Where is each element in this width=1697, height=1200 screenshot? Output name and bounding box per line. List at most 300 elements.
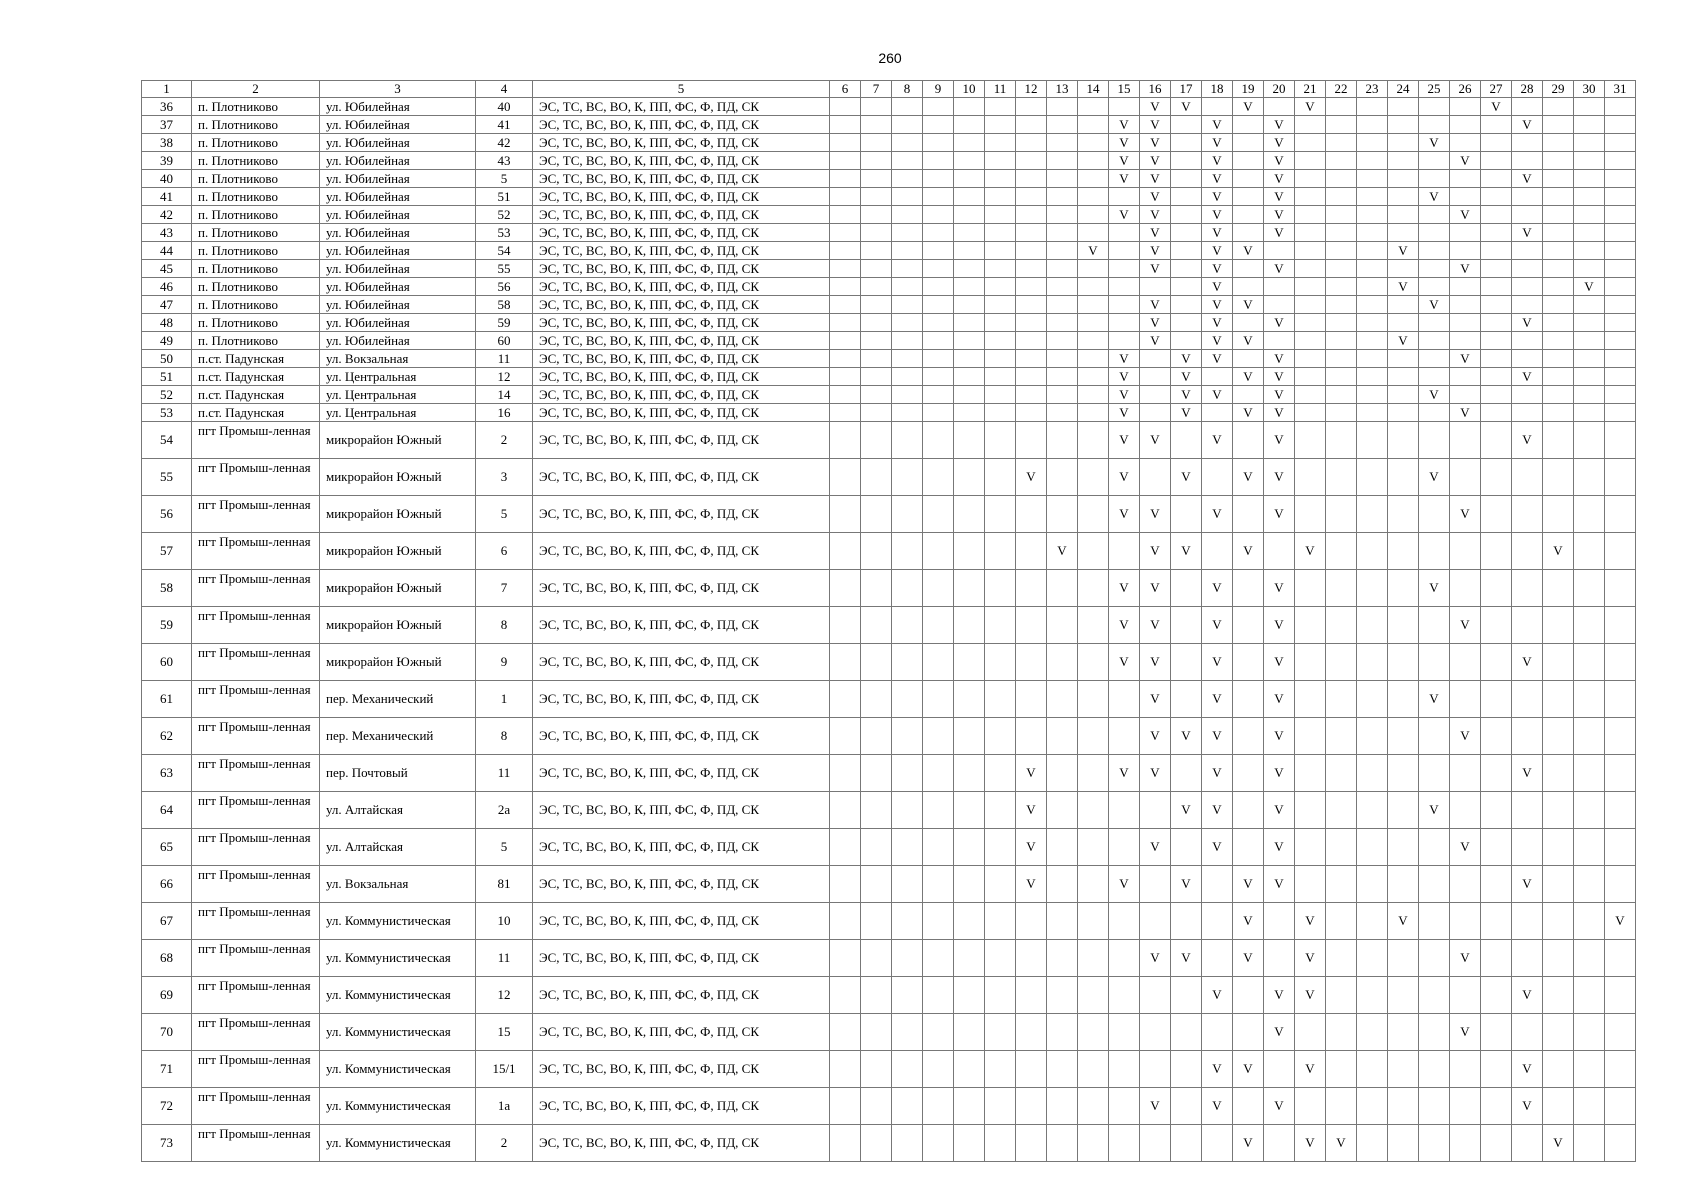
cell-empty-col-11 [985,224,1016,242]
cell-empty-col-12 [1016,188,1047,206]
cell-mark-col-18: V [1202,718,1233,755]
cell-empty-col-29 [1543,1051,1574,1088]
cell-empty-col-21 [1295,260,1326,278]
cell-empty-col-11 [985,1051,1016,1088]
cell-empty-col-6 [830,718,861,755]
cell-empty-col-30 [1574,1014,1605,1051]
cell-empty-col-24 [1388,459,1419,496]
cell-street: микрорайон Южный [320,496,476,533]
cell-empty-col-27 [1481,903,1512,940]
cell-settlement: пгт Промыш-ленная [192,1014,320,1051]
cell-row-number: 72 [142,1088,192,1125]
cell-empty-col-27 [1481,350,1512,368]
cell-empty-col-19 [1233,644,1264,681]
cell-empty-col-21 [1295,1014,1326,1051]
cell-street: пер. Механический [320,681,476,718]
cell-empty-col-15 [1109,903,1140,940]
cell-empty-col-13 [1047,755,1078,792]
cell-mark-col-28: V [1512,422,1543,459]
cell-mark-col-20: V [1264,260,1295,278]
cell-settlement: пгт Промыш-ленная [192,755,320,792]
cell-house-number: 40 [476,98,533,116]
cell-mark-col-20: V [1264,681,1295,718]
cell-empty-col-31 [1605,98,1636,116]
cell-empty-col-19 [1233,224,1264,242]
cell-empty-col-21 [1295,681,1326,718]
cell-empty-col-12 [1016,1088,1047,1125]
cell-mark-col-16: V [1140,755,1171,792]
cell-mark-col-20: V [1264,866,1295,903]
cell-street: микрорайон Южный [320,607,476,644]
cell-empty-col-12 [1016,718,1047,755]
cell-empty-col-8 [892,404,923,422]
header-col-8: 8 [892,81,923,98]
cell-mark-col-16: V [1140,242,1171,260]
cell-empty-col-17 [1171,607,1202,644]
cell-mark-col-19: V [1233,242,1264,260]
cell-empty-col-14 [1078,681,1109,718]
cell-empty-col-30 [1574,1088,1605,1125]
cell-house-number: 12 [476,368,533,386]
cell-empty-col-31 [1605,570,1636,607]
cell-empty-col-21 [1295,792,1326,829]
table-row [142,496,1636,533]
cell-empty-col-7 [861,903,892,940]
cell-empty-col-8 [892,296,923,314]
cell-empty-col-12 [1016,1125,1047,1162]
cell-empty-col-8 [892,755,923,792]
cell-empty-col-6 [830,386,861,404]
cell-empty-col-6 [830,755,861,792]
cell-empty-col-30 [1574,224,1605,242]
cell-empty-col-30 [1574,1051,1605,1088]
cell-empty-col-12 [1016,278,1047,296]
cell-empty-col-15 [1109,296,1140,314]
cell-house-number: 2 [476,1125,533,1162]
cell-mark-col-18: V [1202,260,1233,278]
cell-house-number: 55 [476,260,533,278]
cell-empty-col-29 [1543,718,1574,755]
cell-mark-col-24: V [1388,242,1419,260]
cell-empty-col-29 [1543,260,1574,278]
cell-empty-col-17 [1171,1125,1202,1162]
cell-street: ул. Коммунистическая [320,903,476,940]
cell-empty-col-27 [1481,866,1512,903]
cell-empty-col-31 [1605,368,1636,386]
page-number: 260 [878,50,902,66]
cell-empty-col-11 [985,278,1016,296]
cell-empty-col-26 [1450,386,1481,404]
cell-settlement: п. Плотниково [192,134,320,152]
cell-empty-col-24 [1388,1088,1419,1125]
cell-mark-col-17: V [1171,533,1202,570]
cell-empty-col-12 [1016,98,1047,116]
cell-empty-col-27 [1481,278,1512,296]
cell-empty-col-8 [892,278,923,296]
cell-empty-col-14 [1078,260,1109,278]
cell-empty-col-13 [1047,278,1078,296]
cell-mark-col-18: V [1202,755,1233,792]
cell-empty-col-21 [1295,644,1326,681]
cell-empty-col-27 [1481,116,1512,134]
cell-mark-col-18: V [1202,116,1233,134]
cell-row-number: 59 [142,607,192,644]
cell-street: пер. Почтовый [320,755,476,792]
table-header [142,81,1636,98]
cell-empty-col-14 [1078,607,1109,644]
cell-empty-col-22 [1326,1014,1357,1051]
cell-street: ул. Юбилейная [320,152,476,170]
cell-empty-col-7 [861,792,892,829]
cell-empty-col-21 [1295,332,1326,350]
cell-services: ЭС, ТС, ВС, ВО, К, ПП, ФС, Ф, ПД, СК [533,718,830,755]
cell-empty-col-22 [1326,98,1357,116]
cell-empty-col-22 [1326,278,1357,296]
table-row [142,866,1636,903]
header-col-7: 7 [861,81,892,98]
cell-empty-col-13 [1047,903,1078,940]
cell-empty-col-19 [1233,260,1264,278]
cell-empty-col-26 [1450,866,1481,903]
cell-empty-col-17 [1171,977,1202,1014]
cell-empty-col-30 [1574,404,1605,422]
cell-empty-col-22 [1326,404,1357,422]
cell-empty-col-17 [1171,829,1202,866]
cell-empty-col-23 [1357,386,1388,404]
cell-empty-col-13 [1047,386,1078,404]
cell-empty-col-10 [954,188,985,206]
table-row [142,188,1636,206]
cell-mark-col-16: V [1140,1088,1171,1125]
cell-empty-col-31 [1605,1088,1636,1125]
cell-mark-col-19: V [1233,1125,1264,1162]
cell-empty-col-23 [1357,350,1388,368]
cell-empty-col-26 [1450,170,1481,188]
cell-mark-col-16: V [1140,134,1171,152]
cell-services: ЭС, ТС, ВС, ВО, К, ПП, ФС, Ф, ПД, СК [533,260,830,278]
cell-mark-col-18: V [1202,188,1233,206]
cell-row-number: 70 [142,1014,192,1051]
cell-empty-col-13 [1047,496,1078,533]
cell-empty-col-19 [1233,134,1264,152]
cell-empty-col-25 [1419,116,1450,134]
cell-empty-col-29 [1543,977,1574,1014]
cell-settlement: пгт Промыш-ленная [192,607,320,644]
cell-mark-col-28: V [1512,170,1543,188]
cell-mark-col-16: V [1140,332,1171,350]
cell-empty-col-11 [985,152,1016,170]
cell-settlement: пгт Промыш-ленная [192,681,320,718]
cell-empty-col-29 [1543,152,1574,170]
cell-empty-col-24 [1388,570,1419,607]
cell-settlement: п. Плотниково [192,152,320,170]
cell-mark-col-12: V [1016,755,1047,792]
cell-empty-col-8 [892,866,923,903]
cell-settlement: пгт Промыш-ленная [192,496,320,533]
cell-empty-col-6 [830,570,861,607]
cell-empty-col-12 [1016,170,1047,188]
cell-empty-col-24 [1388,977,1419,1014]
cell-empty-col-21 [1295,116,1326,134]
cell-mark-col-17: V [1171,718,1202,755]
cell-empty-col-14 [1078,386,1109,404]
cell-row-number: 64 [142,792,192,829]
cell-empty-col-20 [1264,278,1295,296]
cell-empty-col-31 [1605,718,1636,755]
cell-empty-col-16 [1140,278,1171,296]
cell-empty-col-13 [1047,1051,1078,1088]
cell-mark-col-20: V [1264,152,1295,170]
cell-empty-col-24 [1388,350,1419,368]
cell-mark-col-20: V [1264,755,1295,792]
cell-empty-col-23 [1357,134,1388,152]
cell-empty-col-7 [861,1088,892,1125]
cell-mark-col-15: V [1109,459,1140,496]
cell-street: ул. Коммунистическая [320,940,476,977]
cell-empty-col-14 [1078,533,1109,570]
cell-empty-col-29 [1543,98,1574,116]
table-row [142,570,1636,607]
cell-empty-col-7 [861,496,892,533]
cell-mark-col-21: V [1295,977,1326,1014]
cell-mark-col-18: V [1202,570,1233,607]
header-col-22: 22 [1326,81,1357,98]
cell-services: ЭС, ТС, ВС, ВО, К, ПП, ФС, Ф, ПД, СК [533,1014,830,1051]
cell-empty-col-8 [892,242,923,260]
cell-row-number: 51 [142,368,192,386]
header-col-20: 20 [1264,81,1295,98]
cell-empty-col-19 [1233,681,1264,718]
cell-empty-col-13 [1047,644,1078,681]
cell-mark-col-21: V [1295,940,1326,977]
cell-mark-col-15: V [1109,496,1140,533]
cell-empty-col-8 [892,977,923,1014]
cell-mark-col-15: V [1109,755,1140,792]
cell-mark-col-20: V [1264,422,1295,459]
cell-empty-col-16 [1140,1125,1171,1162]
cell-empty-col-9 [923,368,954,386]
cell-empty-col-23 [1357,224,1388,242]
table-row [142,903,1636,940]
cell-row-number: 71 [142,1051,192,1088]
cell-empty-col-6 [830,496,861,533]
cell-empty-col-15 [1109,977,1140,1014]
cell-empty-col-27 [1481,570,1512,607]
cell-empty-col-6 [830,533,861,570]
cell-empty-col-27 [1481,206,1512,224]
cell-empty-col-30 [1574,570,1605,607]
cell-mark-col-16: V [1140,570,1171,607]
cell-empty-col-26 [1450,533,1481,570]
cell-empty-col-8 [892,350,923,368]
cell-street: ул. Центральная [320,368,476,386]
cell-house-number: 1а [476,1088,533,1125]
cell-empty-col-23 [1357,206,1388,224]
cell-empty-col-7 [861,332,892,350]
cell-empty-col-30 [1574,368,1605,386]
cell-empty-col-11 [985,792,1016,829]
cell-empty-col-13 [1047,718,1078,755]
cell-empty-col-13 [1047,116,1078,134]
cell-empty-col-8 [892,1088,923,1125]
cell-empty-col-9 [923,188,954,206]
cell-mark-col-26: V [1450,718,1481,755]
cell-mark-col-20: V [1264,829,1295,866]
cell-settlement: п. Плотниково [192,170,320,188]
cell-empty-col-30 [1574,681,1605,718]
cell-empty-col-10 [954,368,985,386]
header-col-21: 21 [1295,81,1326,98]
cell-empty-col-12 [1016,332,1047,350]
cell-empty-col-30 [1574,386,1605,404]
cell-empty-col-31 [1605,278,1636,296]
header-col-6: 6 [830,81,861,98]
cell-empty-col-9 [923,718,954,755]
cell-empty-col-17 [1171,278,1202,296]
cell-empty-col-29 [1543,422,1574,459]
cell-empty-col-6 [830,903,861,940]
cell-row-number: 66 [142,866,192,903]
cell-empty-col-22 [1326,977,1357,1014]
cell-empty-col-22 [1326,533,1357,570]
cell-empty-col-20 [1264,1051,1295,1088]
cell-services: ЭС, ТС, ВС, ВО, К, ПП, ФС, Ф, ПД, СК [533,332,830,350]
cell-mark-col-29: V [1543,533,1574,570]
cell-mark-col-25: V [1419,296,1450,314]
cell-empty-col-28 [1512,332,1543,350]
header-col-18: 18 [1202,81,1233,98]
cell-empty-col-31 [1605,386,1636,404]
cell-empty-col-21 [1295,459,1326,496]
cell-empty-col-6 [830,206,861,224]
cell-empty-col-22 [1326,903,1357,940]
cell-empty-col-23 [1357,644,1388,681]
cell-empty-col-21 [1295,368,1326,386]
cell-empty-col-30 [1574,977,1605,1014]
cell-mark-col-19: V [1233,459,1264,496]
cell-empty-col-11 [985,866,1016,903]
cell-empty-col-27 [1481,242,1512,260]
cell-empty-col-31 [1605,116,1636,134]
cell-mark-col-26: V [1450,350,1481,368]
cell-empty-col-21 [1295,296,1326,314]
cell-house-number: 60 [476,332,533,350]
header-col-1: 1 [142,81,192,98]
cell-empty-col-21 [1295,224,1326,242]
cell-empty-col-29 [1543,755,1574,792]
cell-services: ЭС, ТС, ВС, ВО, К, ПП, ФС, Ф, ПД, СК [533,224,830,242]
cell-empty-col-14 [1078,296,1109,314]
cell-empty-col-25 [1419,496,1450,533]
cell-services: ЭС, ТС, ВС, ВО, К, ПП, ФС, Ф, ПД, СК [533,134,830,152]
cell-empty-col-24 [1388,98,1419,116]
cell-empty-col-19 [1233,278,1264,296]
cell-house-number: 5 [476,496,533,533]
cell-empty-col-30 [1574,242,1605,260]
cell-mark-col-21: V [1295,533,1326,570]
cell-empty-col-22 [1326,332,1357,350]
cell-empty-col-25 [1419,829,1450,866]
cell-mark-col-15: V [1109,607,1140,644]
cell-empty-col-12 [1016,681,1047,718]
cell-empty-col-8 [892,422,923,459]
cell-empty-col-21 [1295,829,1326,866]
cell-services: ЭС, ТС, ВС, ВО, К, ПП, ФС, Ф, ПД, СК [533,1051,830,1088]
cell-empty-col-13 [1047,422,1078,459]
cell-empty-col-12 [1016,116,1047,134]
cell-mark-col-20: V [1264,350,1295,368]
cell-services: ЭС, ТС, ВС, ВО, К, ПП, ФС, Ф, ПД, СК [533,459,830,496]
cell-empty-col-27 [1481,188,1512,206]
cell-mark-col-28: V [1512,977,1543,1014]
cell-empty-col-8 [892,152,923,170]
cell-mark-col-15: V [1109,170,1140,188]
table-row [142,940,1636,977]
cell-mark-col-16: V [1140,681,1171,718]
header-col-29: 29 [1543,81,1574,98]
cell-street: микрорайон Южный [320,459,476,496]
cell-empty-col-23 [1357,903,1388,940]
cell-empty-col-29 [1543,134,1574,152]
cell-street: ул. Коммунистическая [320,1125,476,1162]
cell-empty-col-23 [1357,242,1388,260]
cell-empty-col-25 [1419,977,1450,1014]
cell-empty-col-22 [1326,1088,1357,1125]
cell-empty-col-8 [892,829,923,866]
cell-street: ул. Центральная [320,404,476,422]
cell-empty-col-11 [985,98,1016,116]
cell-empty-col-24 [1388,386,1419,404]
cell-row-number: 42 [142,206,192,224]
table-row [142,206,1636,224]
cell-empty-col-7 [861,278,892,296]
cell-empty-col-22 [1326,644,1357,681]
cell-mark-col-19: V [1233,98,1264,116]
cell-empty-col-27 [1481,170,1512,188]
cell-empty-col-30 [1574,152,1605,170]
cell-empty-col-10 [954,459,985,496]
cell-empty-col-25 [1419,404,1450,422]
cell-mark-col-21: V [1295,903,1326,940]
cell-empty-col-26 [1450,792,1481,829]
cell-empty-col-22 [1326,350,1357,368]
cell-empty-col-24 [1388,368,1419,386]
cell-empty-col-24 [1388,422,1419,459]
cell-mark-col-29: V [1543,1125,1574,1162]
header-col-25: 25 [1419,81,1450,98]
cell-empty-col-19 [1233,977,1264,1014]
cell-empty-col-12 [1016,224,1047,242]
cell-empty-col-11 [985,681,1016,718]
cell-empty-col-7 [861,718,892,755]
cell-mark-col-25: V [1419,570,1450,607]
cell-empty-col-18 [1202,940,1233,977]
cell-empty-col-20 [1264,903,1295,940]
cell-house-number: 3 [476,459,533,496]
cell-mark-col-25: V [1419,134,1450,152]
cell-mark-col-20: V [1264,368,1295,386]
cell-empty-col-8 [892,570,923,607]
cell-empty-col-17 [1171,496,1202,533]
cell-empty-col-21 [1295,242,1326,260]
header-col-4: 4 [476,81,533,98]
cell-empty-col-25 [1419,206,1450,224]
cell-empty-col-11 [985,314,1016,332]
cell-empty-col-17 [1171,206,1202,224]
cell-mark-col-16: V [1140,422,1171,459]
cell-empty-col-17 [1171,755,1202,792]
cell-empty-col-16 [1140,368,1171,386]
